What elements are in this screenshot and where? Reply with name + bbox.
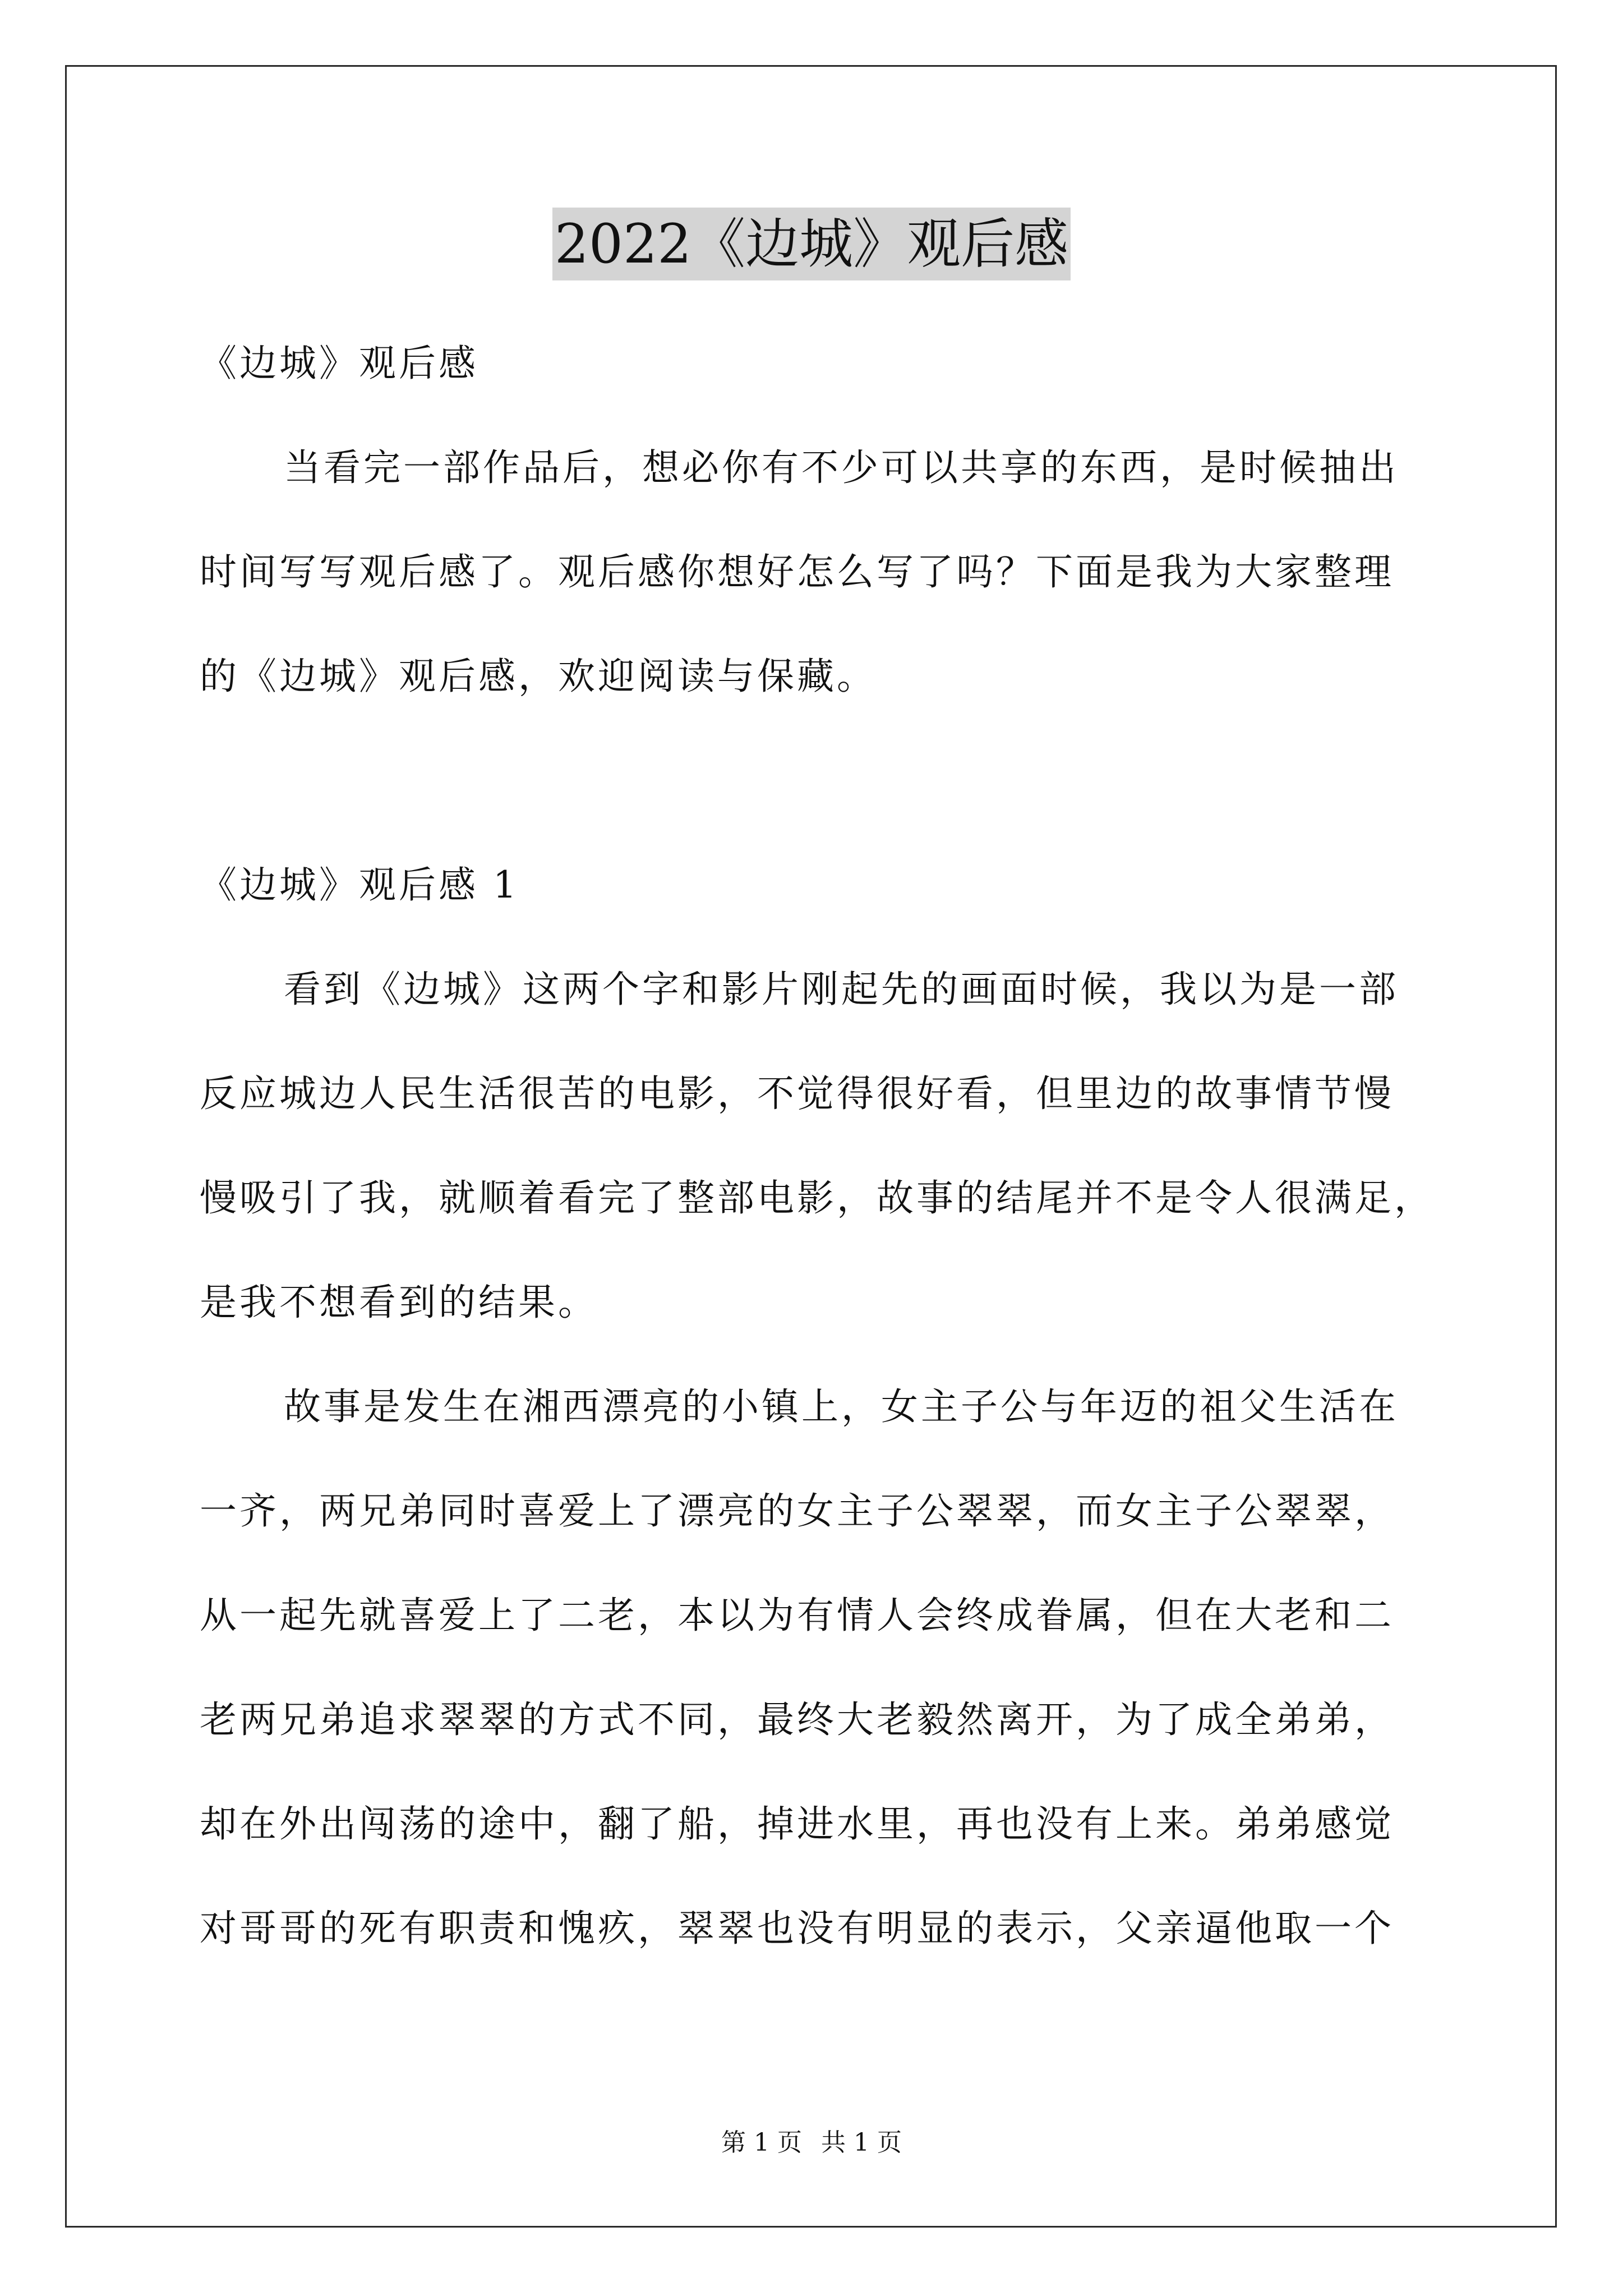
paragraph1-line: 反应城边人民生活很苦的电影，不觉得很好看，但里边的故事情节慢: [200, 1072, 1394, 1115]
paragraph2-line: 故事是发生在湘西漂亮的小镇上，女主子公与年迈的祖父生活在: [284, 1385, 1399, 1428]
page-total: 共 1 页: [821, 2128, 902, 2157]
paragraph2-line: 一齐，两兄弟同时喜爱上了漂亮的女主子公翠翠，而女主子公翠翠，: [200, 1489, 1394, 1533]
intro-line: 当看完一部作品后，想必你有不少可以共享的东西，是时候抽出: [284, 446, 1399, 489]
page-footer: [0, 2126, 1623, 2160]
paragraph2-line: 从一起先就喜爱上了二老，本以为有情人会终成眷属，但在大老和二: [200, 1594, 1394, 1637]
title-container: [0, 208, 1623, 280]
paragraph1-line: 看到《边城》这两个字和影片刚起先的画面时候，我以为是一部: [284, 968, 1399, 1011]
page-number: 第 1 页: [721, 2128, 802, 2157]
section-heading: 《边城》观后感 1: [200, 863, 519, 907]
document-title: 2022《边城》观后感: [552, 208, 1071, 280]
intro-line: 时间写写观后感了。观后感你想好怎么写了吗？下面是我为大家整理: [200, 550, 1394, 593]
subtitle: 《边城》观后感: [200, 342, 478, 385]
intro-line: 的《边城》观后感，欢迎阅读与保藏。: [200, 655, 877, 698]
paragraph-spacer: [200, 729, 1450, 833]
document-body: [200, 311, 1450, 1981]
paragraph2-line: 老两兄弟追求翠翠的方式不同，最终大老毅然离开，为了成全弟弟，: [200, 1698, 1394, 1741]
paragraph2-line: 却在外出闯荡的途中，翻了船，掉进水里，再也没有上来。弟弟感觉: [200, 1802, 1394, 1846]
paragraph2-line: 对哥哥的死有职责和愧疚，翠翠也没有明显的表示，父亲逼他取一个: [200, 1907, 1394, 1950]
paragraph1-line: 慢吸引了我，就顺着看完了整部电影，故事的结尾并不是令人很满足，: [200, 1176, 1434, 1220]
paragraph1-line: 是我不想看到的结果。: [200, 1281, 598, 1324]
